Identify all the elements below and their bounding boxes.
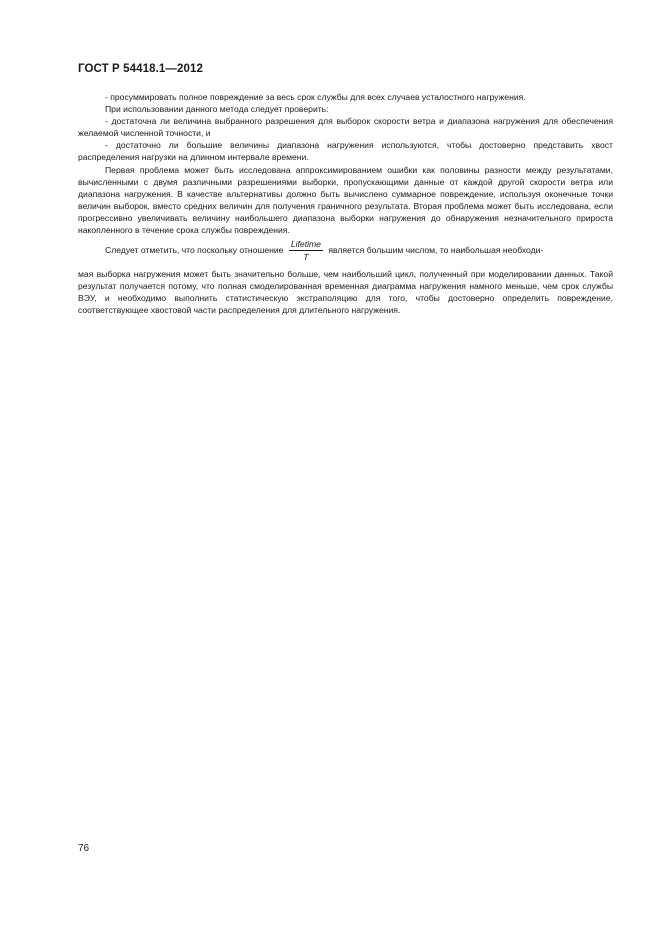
fraction-numerator: Lifetime bbox=[290, 239, 321, 250]
paragraph-3: - достаточна ли величина выбранного разрешения для выборок скорости ветра и диапазона нагружения для обеспечения желаемой численной точности, и bbox=[78, 116, 613, 139]
paragraph-2: При использовании данного метода следует проверить: bbox=[105, 104, 329, 115]
fraction-denominator: T bbox=[303, 252, 309, 263]
formula-text-after: является большим числом, то наибольшая необходи- bbox=[328, 244, 544, 255]
formula-paragraph-continuation: мая выборка нагружения может быть значительно больше, чем наибольший цикл, полученный при моделировании данных. Такой результат получается потому, что полная смоделированная временная диаграмма нагружения намного меньше, чем срок службы ВЭУ, и необходимо выполнить статистическую экстраполяцию для того, чтобы достоверно определить повреждение, соответствующее хвостовой части распределения для длительного нагружения. bbox=[78, 269, 613, 316]
paragraph-4: - достаточно ли большие величины диапазона нагружения используются, чтобы достоверно представить хвост распределения нагрузки на длинном интервале времени. bbox=[78, 140, 613, 163]
page-number: 76 bbox=[78, 843, 90, 854]
paragraph-5: Первая проблема может быть исследована аппроксимированием ошибки как половины разности между результатами, вычисленными с двумя различными разрешениями выборки, пропускающими данные от каждой другой скорости ветра или диапазона нагружения. В качестве альтернативы должно быть вычислено суммарное повреждение, используя оконечные точки величин выборок, вместо средних величин для получения граничного результата. Вторая проблема может быть исследована, если прогрессивно увеличивать величину наибольшего диапазона выборки нагружения до обнаружения незначительного прироста накопленного в течение срока службы повреждения. bbox=[78, 164, 613, 236]
fraction-lifetime-over-t bbox=[289, 239, 323, 262]
formula-text-before: Следует отметить, что поскольку отношение bbox=[105, 244, 284, 255]
document-header: ГОСТ Р 54418.1—2012 bbox=[78, 63, 203, 75]
paragraph-1: - просуммировать полное повреждение за весь срок службы для всех случаев усталостного нагружения. bbox=[105, 92, 526, 102]
formula-paragraph bbox=[78, 239, 613, 262]
document-body bbox=[78, 91, 613, 325]
